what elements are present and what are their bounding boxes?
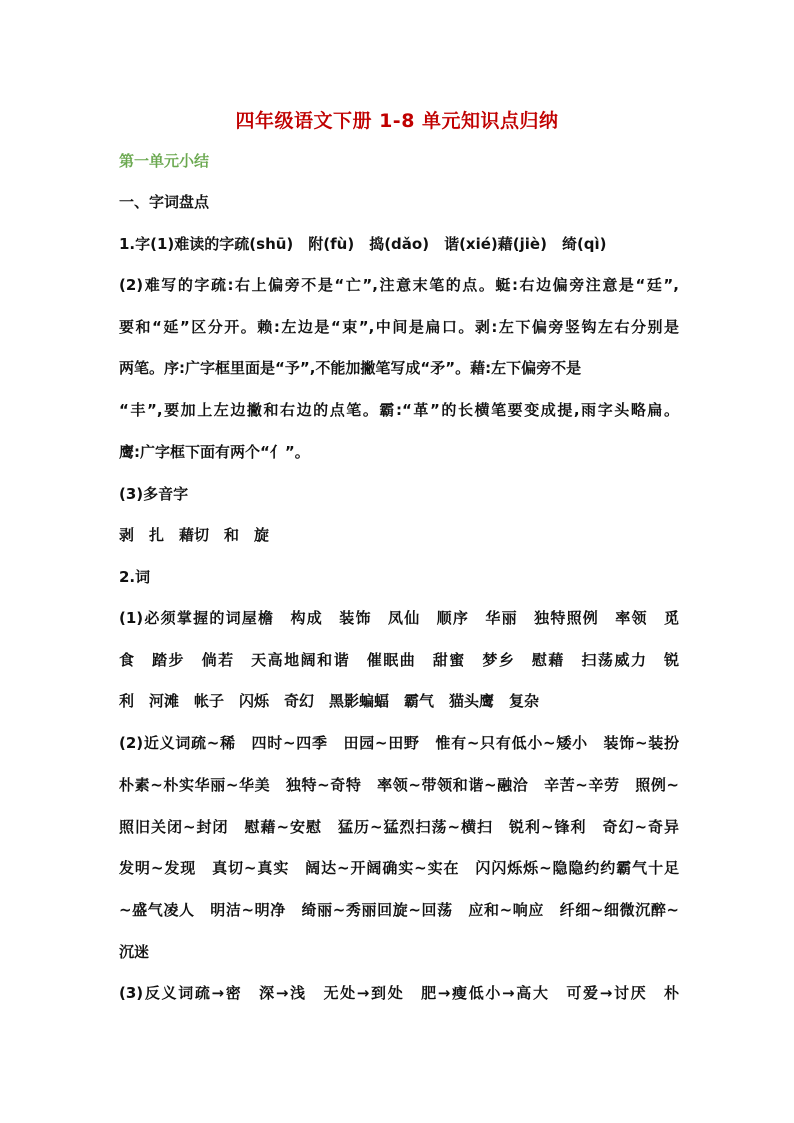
unit-heading: 第一单元小结 [119, 152, 210, 170]
paragraph-line: 利 河滩 帐子 闪烁 奇幻 黑影蝙蝠 霸气 猫头鹰 复杂 [119, 692, 540, 710]
paragraph-line: (1)必须掌握的词屋檐 构成 装饰 凤仙 顺序 华丽 独特照例 率领 觅 [119, 609, 679, 627]
paragraph-line: “丰”,要加上左边撇和右边的点笔。霸:“革”的长横笔要变成提,雨字头略扁。 [119, 401, 679, 419]
paragraph-line: 两笔。序:广字框里面是“予”,不能加撇笔写成“矛”。藉:左下偏旁不是 [119, 359, 582, 377]
subsection-heading: (3)多音字 [119, 485, 189, 503]
subsection-heading: 2.词 [119, 568, 151, 586]
paragraph-line: 剥 扎 藉切 和 旋 [119, 526, 270, 544]
paragraph-line: (2)难写的字疏:右上偏旁不是“亡”,注意末笔的点。蜓:右边偏旁注意是“廷”, [119, 276, 679, 294]
paragraph-line: (3)反义词疏→密 深→浅 无处→到处 肥→瘦低小→高大 可爱→讨厌 朴 [119, 984, 679, 1002]
paragraph-line: (2)近义词疏~稀 四时~四季 田园~田野 惟有~只有低小~矮小 装饰~装扮 [119, 734, 679, 752]
paragraph-line: 鹰:广字框下面有两个“亻”。 [119, 443, 310, 461]
paragraph-line: 食 踏步 倘若 天高地阔和谐 催眠曲 甜蜜 梦乡 慰藉 扫荡威力 锐 [119, 651, 679, 669]
paragraph-line: 要和“延”区分开。赖:左边是“束”,中间是扁口。剥:左下偏旁竖钩左右分别是 [119, 318, 679, 336]
document-title: 四年级语文下册 1-8 单元知识点归纳 [235, 110, 559, 132]
paragraph-line: 沉迷 [119, 943, 150, 961]
paragraph-line: 1.字(1)难读的字疏(shū) 附(fù) 捣(dǎo) 谐(xié)藉(jiè) 绮(qì) [119, 235, 607, 253]
paragraph-line: ~盛气凌人 明洁~明净 绮丽~秀丽回旋~回荡 应和~响应 纤细~细微沉醉~ [119, 901, 679, 919]
paragraph-line: 发明~发现 真切~真实 阔达~开阔确实~实在 闪闪烁烁~隐隐约约霸气十足 [119, 859, 679, 877]
paragraph-line: 朴素~朴实华丽~华美 独特~奇特 率领~带领和谐~融洽 辛苦~辛劳 照例~ [119, 776, 679, 794]
paragraph-line: 照旧关闭~封闭 慰藉~安慰 猛历~猛烈扫荡~横扫 锐利~锋利 奇幻~奇异 [119, 818, 679, 836]
section-heading: 一、字词盘点 [119, 193, 210, 211]
